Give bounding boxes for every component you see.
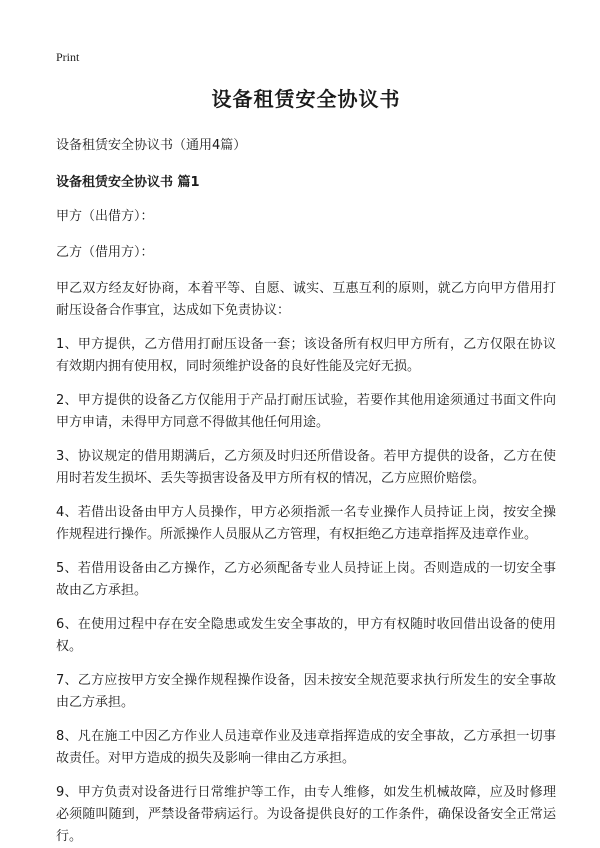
section-heading: 设备租赁安全协议书 篇1 xyxy=(56,175,200,190)
clause-2: 2、甲方提供的设备乙方仅能用于产品打耐压试验，若要作其他用途须通过书面文件向甲方申请，未得甲方同意不得做其他任何用途。 xyxy=(56,393,556,430)
party-b-line: 乙方（借用方）： xyxy=(56,245,154,260)
clause-8: 8、凡在施工中因乙方作业人员违章作业及违章指挥造成的安全事故，乙方承担一切事故责任。对甲方造成的损失及影响一律由乙方承担。 xyxy=(56,729,556,766)
clause-9: 9、甲方负责对设备进行日常维护等工作，由专人维修，如发生机械故障，应及时修理必须随叫随到，严禁设备带病运行。为设备提供良好的工作条件，确保设备安全正常运行。 xyxy=(56,785,556,844)
page-title: 设备租赁安全协议书 xyxy=(211,87,401,111)
print-link[interactable]: Print xyxy=(56,50,80,64)
clause-6: 6、在使用过程中存在安全隐患或发生安全事故的，甲方有权随时收回借出设备的使用权。 xyxy=(56,617,556,654)
intro-paragraph: 甲乙双方经友好协商，本着平等、自愿、诚实、互惠互利的原则，就乙方向甲方借用打耐压设备合作事宜，达成如下免责协议： xyxy=(56,281,556,318)
clause-4: 4、若借出设备由甲方人员操作，甲方必须指派一名专业操作人员持证上岗，按安全操作规程进行操作。所派操作人员服从乙方管理，有权拒绝乙方违章指挥及违章作业。 xyxy=(56,505,556,542)
document-subtitle: 设备租赁安全协议书（通用4篇） xyxy=(56,138,247,153)
clause-7: 7、乙方应按甲方安全操作规程操作设备，因未按安全规范要求执行所发生的安全事故由乙方承担。 xyxy=(56,673,556,710)
party-a-line: 甲方（出借方）： xyxy=(56,209,154,224)
clause-5: 5、若借用设备由乙方操作，乙方必须配备专业人员持证上岗。否则造成的一切安全事故由乙方承担。 xyxy=(56,561,556,598)
clause-3: 3、协议规定的借用期满后，乙方须及时归还所借设备。若甲方提供的设备，乙方在使用时若发生损坏、丢失等损害设备及甲方所有权的情况，乙方应照价赔偿。 xyxy=(56,449,556,486)
clause-1: 1、甲方提供，乙方借用打耐压设备一套；该设备所有权归甲方所有，乙方仅限在协议有效期内拥有使用权，同时须维护设备的良好性能及完好无损。 xyxy=(56,337,556,374)
